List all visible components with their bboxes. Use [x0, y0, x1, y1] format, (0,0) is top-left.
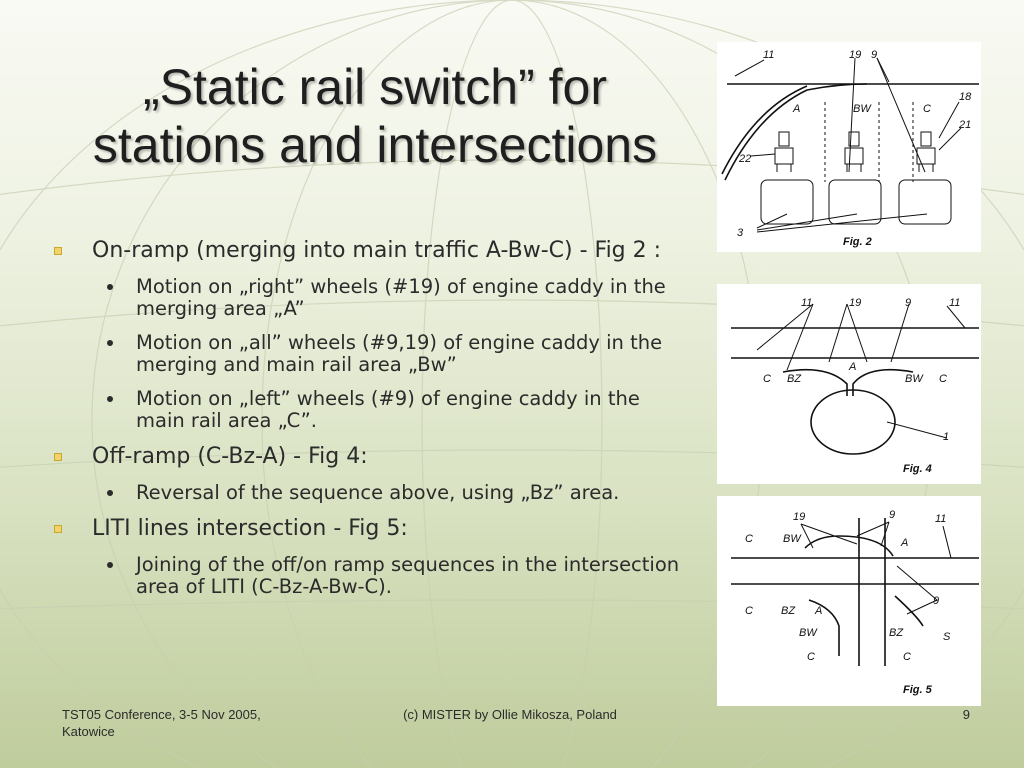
bullet-off-ramp — [52, 444, 692, 470]
title-line-1: „Static rail switch” for — [143, 59, 607, 115]
square-bullet-icon — [54, 247, 62, 255]
fig5-label: BZ — [781, 605, 796, 617]
fig5-label: S — [943, 631, 951, 643]
dot-bullet-icon — [107, 340, 113, 346]
dot-bullet-icon — [107, 562, 113, 568]
bullet-intersection — [52, 516, 692, 542]
fig5-label: 9 — [933, 595, 940, 607]
fig2-label: 11 — [763, 49, 775, 61]
fig2-label: 19 — [849, 49, 862, 61]
fig5-label: BW — [783, 533, 801, 545]
fig4-caption: Fig. 4 — [903, 463, 932, 475]
fig5-label: C — [745, 605, 753, 617]
bullet-text: LITI lines intersection - Fig 5: — [92, 516, 408, 541]
fig4-label: BW — [905, 373, 923, 385]
fig4-label: A — [849, 361, 857, 373]
sub-bullet-text: Motion on „right” wheels (#19) of engine caddy in the merging area „A” — [136, 275, 666, 320]
sub-bullet-text: Reversal of the sequence above, using „Bz” area. — [136, 481, 620, 504]
figure-4 — [717, 284, 981, 484]
bullet-text: On-ramp (merging into main traffic A-Bw-C) - Fig 2 : — [92, 238, 662, 263]
fig2-caption: Fig. 2 — [843, 236, 872, 248]
figure-5 — [717, 496, 981, 706]
fig5-label: C — [903, 651, 911, 663]
square-bullet-icon — [54, 453, 62, 461]
sub-bullet — [52, 388, 692, 432]
bullet-text: Off-ramp (C-Bz-A) - Fig 4: — [92, 444, 368, 469]
fig2-label: 18 — [959, 91, 972, 103]
fig5-label: BW — [799, 627, 817, 639]
fig2-label: C — [923, 103, 931, 115]
sub-bullet — [52, 482, 692, 504]
fig2-label: 22 — [739, 153, 752, 165]
fig5-label: A — [815, 605, 823, 617]
fig2-label: 3 — [737, 227, 744, 239]
fig4-label: C — [763, 373, 771, 385]
fig4-label: 9 — [905, 297, 912, 309]
fig2-label: BW — [853, 103, 871, 115]
fig5-label: A — [901, 537, 909, 549]
sub-bullet-text: Joining of the off/on ramp sequences in the intersection area of LITI (C-Bz-A-Bw-C). — [136, 553, 680, 598]
fig4-label: 19 — [849, 297, 862, 309]
fig5-label: 19 — [793, 511, 806, 523]
figure-2 — [717, 42, 981, 252]
fig4-label: 11 — [949, 297, 961, 309]
figure-5-drawing — [717, 496, 981, 706]
title-line-2: stations and intersections — [92, 117, 658, 173]
fig4-label: 1 — [943, 431, 950, 443]
sub-bullet — [52, 554, 692, 598]
fig5-label: C — [807, 651, 815, 663]
slide-title — [30, 58, 720, 174]
bullet-on-ramp — [52, 238, 692, 264]
fig2-label: 21 — [959, 119, 972, 131]
dot-bullet-icon — [107, 490, 113, 496]
sub-bullet-text: Motion on „all” wheels (#9,19) of engine caddy in the merging and main rail area „Bw” — [136, 331, 663, 376]
fig5-label: 11 — [935, 513, 947, 525]
figure-4-drawing — [717, 284, 981, 484]
figure-2-drawing — [717, 42, 981, 252]
fig5-label: C — [745, 533, 753, 545]
footer-page-number: 9 — [962, 707, 970, 722]
fig4-label: BZ — [787, 373, 802, 385]
dot-bullet-icon — [107, 396, 113, 402]
fig2-label: 9 — [871, 49, 878, 61]
fig2-label: A — [793, 103, 801, 115]
fig4-label: 11 — [801, 297, 813, 309]
fig5-caption: Fig. 5 — [903, 684, 932, 696]
footer-conference: TST05 Conference, 3-5 Nov 2005, Katowice — [62, 707, 261, 739]
sub-bullet-text: Motion on „left” wheels (#9) of engine caddy in the main rail area „C”. — [136, 387, 640, 432]
fig5-label: 9 — [889, 509, 896, 521]
dot-bullet-icon — [107, 284, 113, 290]
fig5-label: BZ — [889, 627, 904, 639]
fig4-label: C — [939, 373, 947, 385]
sub-bullet — [52, 332, 692, 376]
slide-body — [52, 238, 692, 610]
footer-copyright: (c) MISTER by Ollie Mikosza, Poland — [403, 707, 617, 722]
sub-bullet — [52, 276, 692, 320]
square-bullet-icon — [54, 525, 62, 533]
